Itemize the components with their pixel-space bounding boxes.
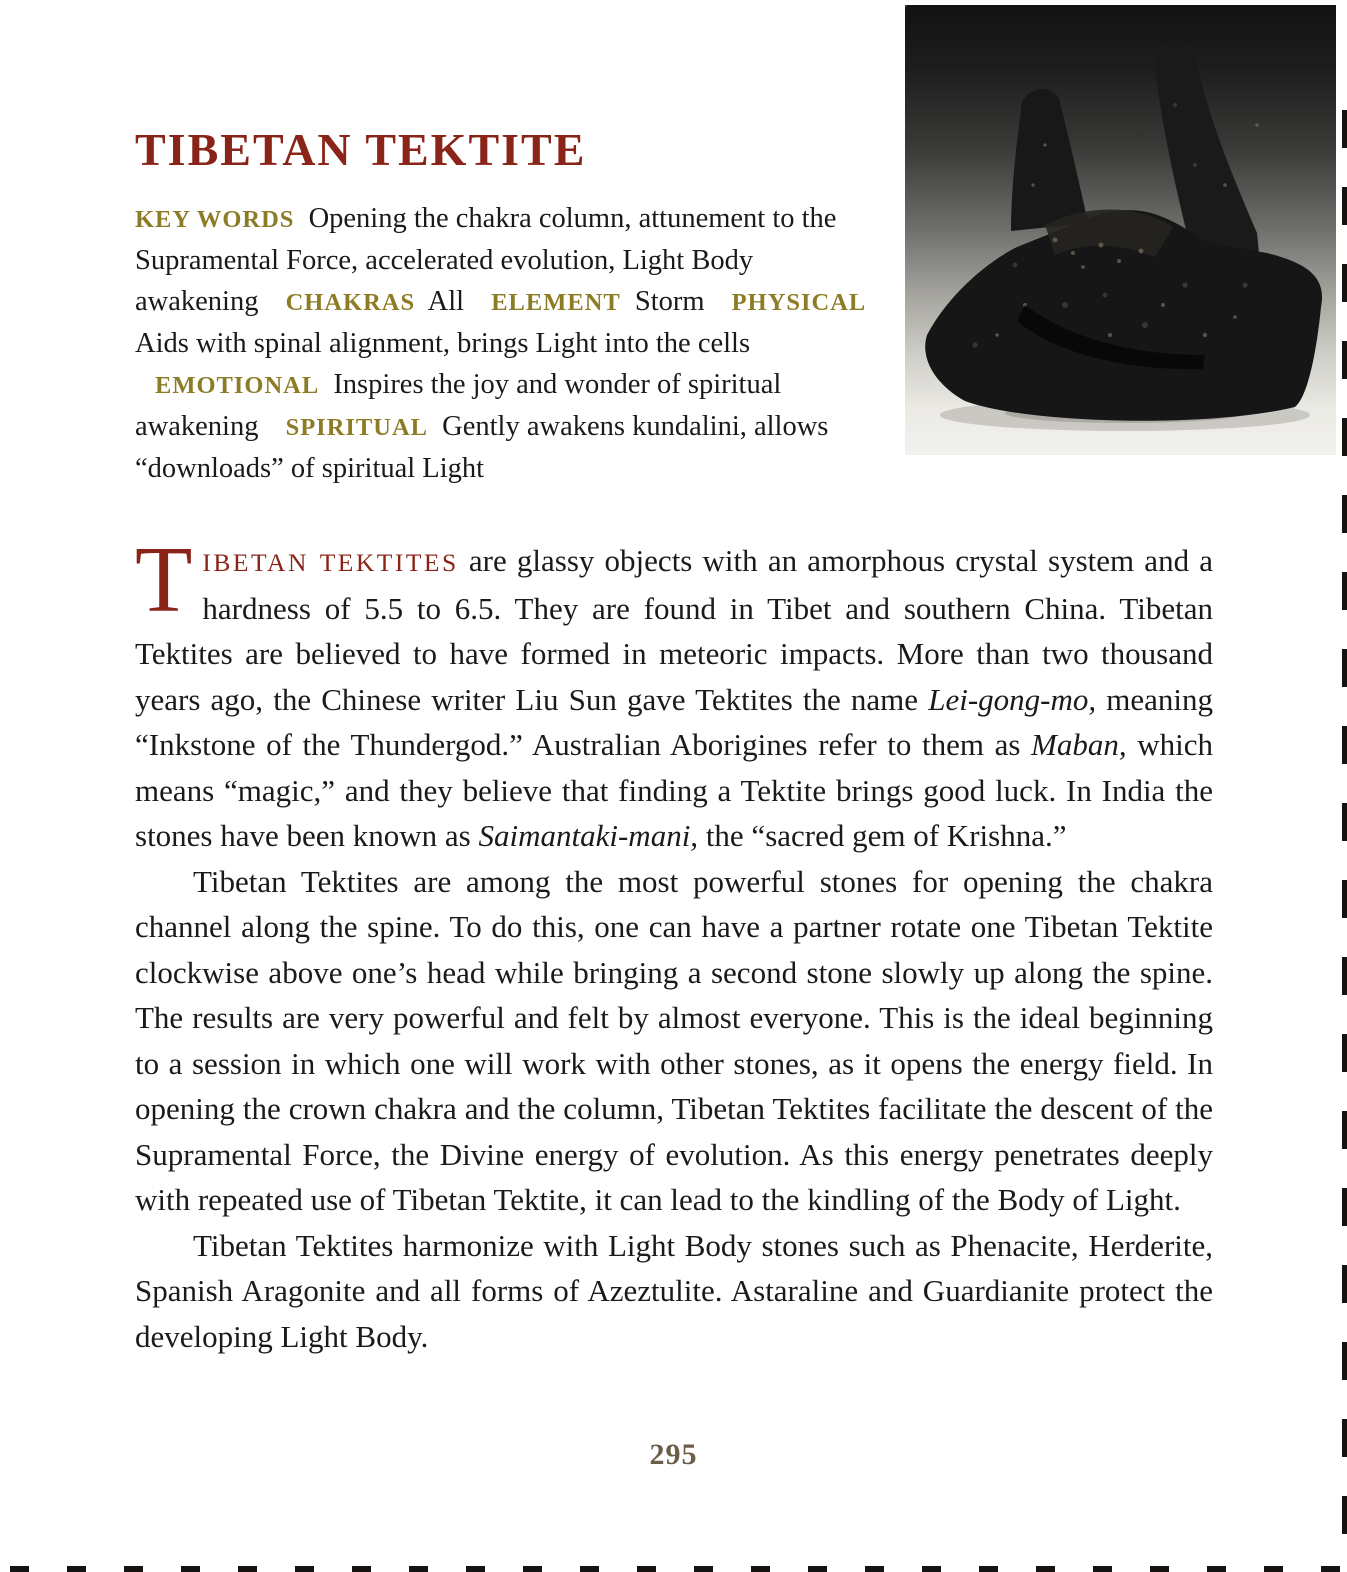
crop-mark: [1342, 1188, 1347, 1226]
text-run: Lei-gong-mo,: [928, 681, 1097, 717]
article-body: [135, 528, 1214, 1359]
crop-mark: [1342, 726, 1347, 764]
crop-mark: [67, 1566, 86, 1572]
text-run: are glassy objects with an amorphous crystal system and a hardness of 5.5 to 6.5. They are found in Tibet and southern China. Tibetan Tektites are believed to have formed in meteoric impacts. More than two thousand years ago, the Chinese writer Liu Sun gave Tektites the name: [135, 543, 1214, 717]
crop-mark: [1342, 1496, 1347, 1534]
page-number: 295: [649, 1438, 698, 1471]
crop-mark: [1342, 572, 1347, 610]
crop-mark: [1207, 1566, 1226, 1572]
crop-mark: [922, 1566, 941, 1572]
crop-mark: [1342, 1034, 1347, 1072]
crop-mark: [580, 1566, 599, 1572]
crop-mark: [466, 1566, 485, 1572]
crop-mark: [1342, 341, 1347, 379]
crop-mark: [1264, 1566, 1283, 1572]
page-title: TIBETAN TEKTITE: [135, 123, 587, 175]
crop-mark: [1321, 1566, 1340, 1572]
keywords-block: [135, 198, 883, 489]
crop-mark: [181, 1566, 200, 1572]
crop-mark: [352, 1566, 371, 1572]
crop-mark: [295, 1566, 314, 1572]
crop-mark: [865, 1566, 884, 1572]
keyword-label: EMOTIONAL: [155, 372, 320, 399]
crop-mark: [1342, 1419, 1347, 1457]
crop-mark: [409, 1566, 428, 1572]
paragraph: [135, 859, 1213, 1223]
crop-mark: [1342, 803, 1347, 841]
crop-mark: [1342, 264, 1347, 302]
crop-mark: [1342, 1265, 1347, 1303]
tektite-photo: [905, 5, 1336, 455]
crop-mark: [1342, 187, 1347, 225]
crop-mark: [1342, 418, 1347, 456]
keyword-label: KEY WORDS: [135, 206, 295, 233]
paragraph: [135, 528, 1214, 859]
keyword-label: SPIRITUAL: [285, 414, 429, 441]
text-run: Tibetan Tektites are among the most powerful stones for opening the chakra channel along the spine. To do this, one can have a partner rotate one Tibetan Tektite clockwise above one’s head while bringing a second stone slowly up along the spine. The results are very powerful and felt by almost everyone. This is the ideal beginning to a session in which one will work with other stones, as it opens the energy field. In opening the crown chakra and the column, Tibetan Tektites facilitate the descent of the Supramental Force, the Divine energy of evolution. As this energy penetrates deeply with repeated use of Tibetan Tektite, it can lead to the kindling of the Body of Light.: [135, 863, 1213, 1217]
keyword-text: Opening the chakra column, attunement to the Supramental Force, accelerated evolution, Light Body awakening: [135, 203, 837, 317]
text-run: Maban,: [1031, 727, 1127, 762]
keyword-text: Gently awakens kundalini, allows “downloads” of spiritual Light: [135, 411, 829, 484]
crop-mark: [1150, 1566, 1169, 1572]
keyword-label: ELEMENT: [491, 289, 621, 316]
text-run: the “sacred gem of Krishna.”: [698, 818, 1067, 853]
crop-mark: [979, 1566, 998, 1572]
crop-mark: [1342, 649, 1347, 687]
paragraph: [135, 1223, 1213, 1360]
crop-mark: [1342, 1342, 1347, 1380]
tektite-stone-illustration: [905, 5, 1336, 455]
keyword-label: CHAKRAS: [285, 289, 416, 316]
keyword-text: Aids with spinal alignment, brings Light into the cells: [135, 328, 751, 359]
crop-mark: [1342, 957, 1347, 995]
crop-mark: [1342, 880, 1347, 918]
crop-mark: [124, 1566, 143, 1572]
text-run: meaning “Inkstone of the Thundergod.” Australian Aborigines refer to them as: [135, 681, 1213, 762]
crop-mark: [523, 1566, 542, 1572]
keyword-text: Inspires the joy and wonder of spiritual awakening: [135, 369, 782, 442]
crop-mark: [238, 1566, 257, 1572]
crop-mark: [1342, 110, 1347, 148]
keyword-text: Storm: [634, 286, 705, 317]
crop-mark: [1036, 1566, 1055, 1572]
text-run: Tibetan Tektites harmonize with Light Body stones such as Phenacite, Herderite, Spanish Aragonite and all forms of Azeztulite. Astaraline and Guardianite protect the developing Light Body.: [135, 1227, 1213, 1354]
text-run: Saimantaki-mani,: [478, 818, 699, 853]
keyword-label: PHYSICAL: [731, 289, 867, 316]
crop-mark: [1342, 495, 1347, 533]
crop-mark: [10, 1566, 29, 1572]
crop-mark: [751, 1566, 770, 1572]
crop-mark: [694, 1566, 713, 1572]
text-run: which means “magic,” and they believe that finding a Tektite brings good luck. In India the stones have been known as: [135, 727, 1213, 853]
crop-mark: [1342, 1111, 1347, 1149]
text-run: IBETAN TEKTITES: [202, 548, 459, 577]
keyword-text: All: [427, 286, 465, 317]
crop-mark: [808, 1566, 827, 1572]
drop-cap: T: [135, 528, 193, 632]
crop-mark: [1093, 1566, 1112, 1572]
crop-mark: [637, 1566, 656, 1572]
